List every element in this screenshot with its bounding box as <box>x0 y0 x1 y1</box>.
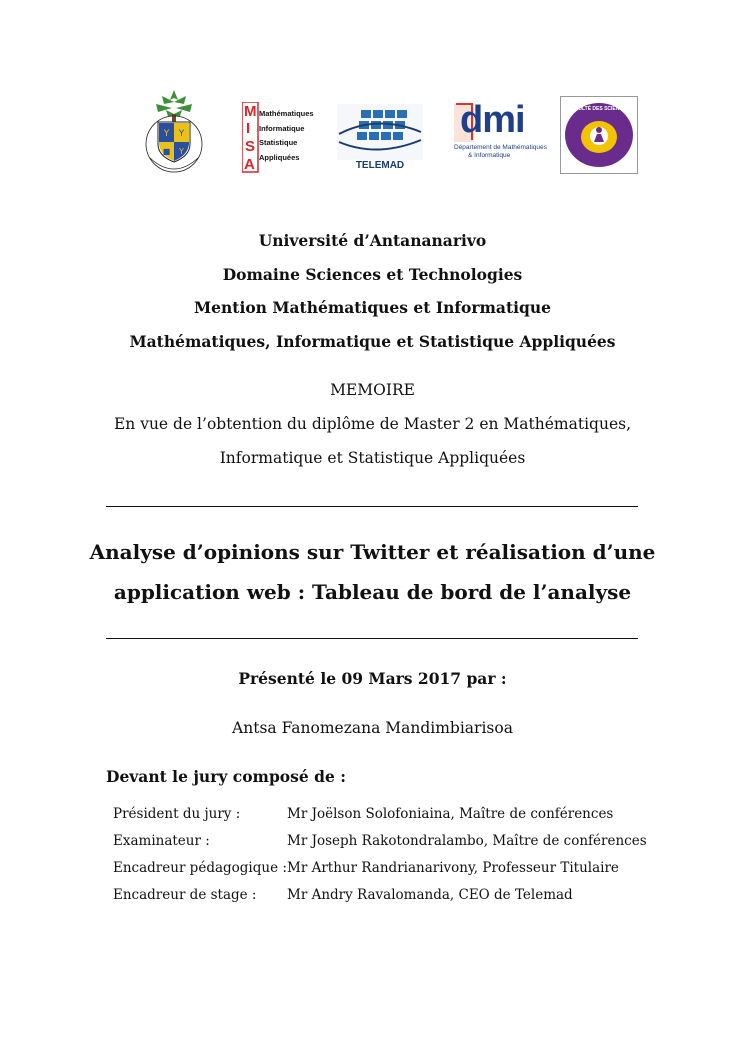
memoire-purpose-line2: Informatique et Statistique Appliquées <box>219 449 526 467</box>
jury-role: Président du jury : <box>113 806 241 822</box>
svg-text:Y: Y <box>179 147 184 156</box>
svg-text:■: ■ <box>162 147 171 156</box>
thesis-title-line2: application web : Tableau de bord de l’analyse <box>113 580 632 604</box>
domain-name: Domaine Sciences et Technologies <box>222 265 523 284</box>
jury-role: Encadreur pédagogique : <box>113 860 287 876</box>
jury-member: Mr Arthur Randrianarivony, Professeur Titulaire <box>287 860 619 876</box>
svg-text:S: S <box>245 138 256 155</box>
svg-text:Y: Y <box>163 129 170 139</box>
thesis-title-line1: Analyse d’opinions sur Twitter et réalisation d’une <box>89 540 656 564</box>
memoire-purpose-line1: En vue de l’obtention du diplôme de Master 2 en Mathématiques, <box>113 415 632 433</box>
logo-row <box>140 86 640 178</box>
university-emblem-icon <box>140 86 208 178</box>
misa-line-4: Appliquées <box>259 152 300 162</box>
jury-member: Mr Joëlson Solofoniaina, Maître de conférences <box>287 806 614 822</box>
jury-heading: Devant le jury composé de : <box>106 767 346 786</box>
title-rule-bottom <box>106 638 638 639</box>
dmi-caption-1: Département de Mathématiques <box>454 144 547 151</box>
dmi-text: dmi <box>460 99 525 141</box>
author-name: Antsa Fanomezana Mandimbiarisoa <box>232 719 513 737</box>
misa-line-1: Mathématiques <box>259 109 314 118</box>
svg-text:A: A <box>244 156 255 173</box>
faculte-sciences-logo <box>560 96 638 174</box>
faculte-label: FACULTÉ DES SCIENCES <box>568 106 630 112</box>
telemad-grid-icon <box>337 104 423 160</box>
jury-role: Encadreur de stage : <box>113 887 257 903</box>
presentation-date: Présenté le 09 Mars 2017 par : <box>238 669 507 688</box>
jury-member: Mr Joseph Rakotondralambo, Maître de conférences <box>287 833 647 849</box>
svg-text:I: I <box>246 120 251 137</box>
dmi-logo <box>452 99 547 168</box>
telemad-logo <box>337 104 423 176</box>
misa-logo <box>242 102 322 174</box>
svg-text:M: M <box>244 103 257 120</box>
memoire-label: MEMOIRE <box>330 381 415 399</box>
program-name: Mathématiques, Informatique et Statistique Appliquées <box>129 332 616 351</box>
title-rule-top <box>106 506 638 507</box>
dmi-caption-2: & Informatique <box>468 152 511 159</box>
jury-role: Examinateur : <box>113 833 210 849</box>
misa-line-3: Statistique <box>259 138 298 147</box>
telemad-label: TELEMAD <box>355 160 405 171</box>
university-name: Université d’Antananarivo <box>258 231 487 250</box>
svg-text:Y: Y <box>178 129 185 139</box>
jury-member: Mr Andry Ravalomanda, CEO de Telemad <box>287 887 573 903</box>
university-emblem <box>140 86 208 178</box>
misa-line-2: Informatique <box>259 123 305 133</box>
mention-name: Mention Mathématiques et Informatique <box>194 298 551 317</box>
